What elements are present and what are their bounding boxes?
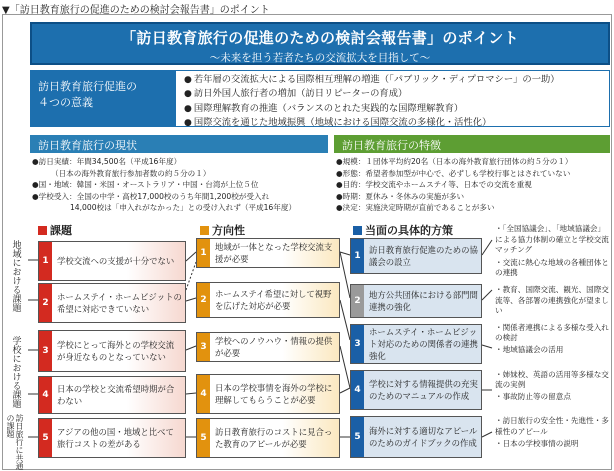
action-number: 2 <box>351 285 364 317</box>
problem-number: 4 <box>39 377 52 413</box>
report-title: 「訪日教育旅行の促進のための検討会報告書」のポイント <box>121 29 519 47</box>
row-label-school: 学校における課題 <box>10 336 21 408</box>
bullet-icon: ● <box>184 117 192 128</box>
significance-item: ● 国際交流を通じた地域振興（地域における国際交流の多様化・活性化） <box>184 116 492 128</box>
significance-label <box>30 70 175 127</box>
actions-heading: 当面の具体的方策 <box>353 222 453 238</box>
row-label-region: 地域における課題 <box>10 240 21 312</box>
row-label-common: 訪日旅行に共通の課題 <box>6 414 24 470</box>
direction-text: 日本の学校事情を海外の学校に理解してもらうことが必要 <box>215 382 333 405</box>
action-notes <box>495 224 612 455</box>
feature-line: ●時期：夏休み・冬休みの実施が多い <box>336 191 465 201</box>
problem-text: 日本の学校と交流希望時期が合わない <box>57 383 175 406</box>
feature-line: ●形態：希望者参加型が中心で、必ずしも学校行事とはされていない <box>336 168 571 178</box>
report-subtitle: 〜未来を担う若者たちの交流拡大を目指して〜 <box>209 52 431 64</box>
direction-item-2 <box>196 282 340 318</box>
features-text <box>336 156 612 214</box>
current-line: ●訪日実績：年間34,500名（平成16年度） <box>32 157 182 166</box>
current-status-heading: 訪日教育旅行の現状 <box>30 135 328 153</box>
direction-number: 1 <box>197 239 210 267</box>
problem-number: 1 <box>39 242 52 280</box>
red-square-icon <box>38 226 47 235</box>
problems-heading: 課題 <box>38 222 72 238</box>
note-item: ・地域協議会の活用 <box>495 344 564 354</box>
action-item-1 <box>350 238 482 274</box>
action-text: 学校に対する情報提供の充実のためのマニュアルの作成 <box>369 378 478 401</box>
action-number: 3 <box>351 325 364 363</box>
direction-number: 3 <box>197 333 210 361</box>
significance-item: ● 国際理解教育の推進（バランスのとれた実践的な国際理解教育） <box>184 102 464 114</box>
problem-text: 学校にとって海外との学校交流が身近なものとなっていない <box>57 339 175 362</box>
note-item: ・教育、国際交流、観光、国際交流等、各部署の連携強化が望ましい <box>495 284 609 316</box>
direction-item-3 <box>196 332 340 362</box>
problem-text: ホームステイ・ホームビジットの希望に対応できていない <box>57 291 182 314</box>
note-item: ・姉妹校、英語の活用等多様な交流の実例 <box>495 369 609 390</box>
action-number: 4 <box>351 371 364 409</box>
direction-item-5 <box>196 418 340 458</box>
feature-line: ●目的：学校交流やホームステイ等、日本での交流を重視 <box>336 180 532 190</box>
problem-text: 学校交流への支援が十分でない <box>57 255 175 266</box>
current-line: ●国・地域：韓国・米国・オーストラリア・中国・台湾が上位５位 <box>32 180 259 190</box>
bullet-icon: ● <box>184 75 192 85</box>
problem-item-5 <box>38 418 186 458</box>
problem-text: アジアの他の国・地域と比べて旅行コストの差がある <box>57 426 174 449</box>
direction-number: 5 <box>197 419 210 457</box>
action-item-3 <box>350 324 482 364</box>
action-item-5 <box>350 416 482 458</box>
problem-item-1 <box>38 241 186 281</box>
direction-text: 訪日教育旅行のコストに見合った教育のアピールが必要 <box>215 426 333 449</box>
problem-item-2 <box>38 283 186 323</box>
action-text: 海外に対する適切なアピールのためのガイドブックの作成 <box>369 425 478 448</box>
note-item: ・事故防止等の留意点 <box>495 391 571 401</box>
report-title-banner <box>30 22 610 65</box>
problem-number: 2 <box>39 284 52 322</box>
significance-list <box>175 70 610 127</box>
significance-label-line2: ４つの意義 <box>38 96 93 109</box>
blue-square-icon <box>353 226 362 235</box>
significance-label-line1: 訪日教育旅行促進の <box>38 80 137 93</box>
current-line: （日本の海外教育旅行参加者数の約５分の１） <box>32 168 211 178</box>
note-item: ・関係者連携による多様な受入れの検討 <box>495 322 609 343</box>
problem-item-3 <box>38 330 186 372</box>
bullet-icon: ● <box>184 103 192 114</box>
note-item: ・訪日旅行の安全性・先進性・多様性のアピール <box>495 416 609 436</box>
feature-line: ●決定：実施決定時期が直前であることが多い <box>336 203 495 213</box>
action-text: ホームステイ・ホームビジット対応のための関係者の連携強化 <box>369 326 478 362</box>
direction-item-1 <box>196 238 340 268</box>
current-line: 14,000校は「申入れがなかった」との受け入れず（平成16年度） <box>32 203 297 213</box>
orange-square-icon <box>200 226 209 235</box>
note-item: ・交流に熱心な地域の各種団体との連携 <box>495 257 609 278</box>
current-line: ●学校受入：全国の中学・高校17,000校のうち年間1,200校が受入れ <box>32 191 270 201</box>
direction-number: 2 <box>197 283 210 317</box>
significance-item: ● 訪日外国人旅行者の増加（訪日リピーターの育成） <box>184 88 408 100</box>
direction-item-4 <box>196 374 340 414</box>
problem-number: 3 <box>39 331 52 371</box>
note-item: ・日本の学校事情の説明 <box>495 438 579 448</box>
problem-number: 5 <box>39 419 52 457</box>
feature-line: ●規模：１団体平均約20名（日本の海外教育旅行団体の約５分の１） <box>336 157 573 166</box>
note-item: ・「全国協議会」、「地域協議会」による協力体制の確立と学校交流マッチング <box>495 224 609 255</box>
direction-text: 学校へのノウハウ・情報の提供が必要 <box>215 335 333 358</box>
problem-item-4 <box>38 376 186 414</box>
direction-text: ホームステイ希望に対して視野を広げた対応が必要 <box>215 288 332 311</box>
significance-item: ● 若年層の交流拡大による国際相互理解の増進（「パブリック・ディプロマシー」の一助） <box>184 74 560 85</box>
action-number: 1 <box>351 239 364 273</box>
current-status-text <box>32 156 330 214</box>
page-caption: ▼「訪日教育旅行の促進のための検討会報告書」のポイント <box>2 5 270 16</box>
direction-text: 地域が一体となった学校交流支援が必要 <box>215 241 333 264</box>
action-item-2 <box>350 284 482 318</box>
action-item-4 <box>350 370 482 410</box>
action-text: 地方公共団体における部門間連携の強化 <box>369 289 478 312</box>
direction-number: 4 <box>197 375 210 413</box>
bullet-icon: ● <box>184 89 192 100</box>
directions-heading: 方向性 <box>200 222 245 238</box>
features-heading: 訪日教育旅行の特徴 <box>334 135 610 153</box>
action-number: 5 <box>351 417 364 457</box>
action-text: 訪日教育旅行促進のための協議会の設立 <box>369 244 478 267</box>
